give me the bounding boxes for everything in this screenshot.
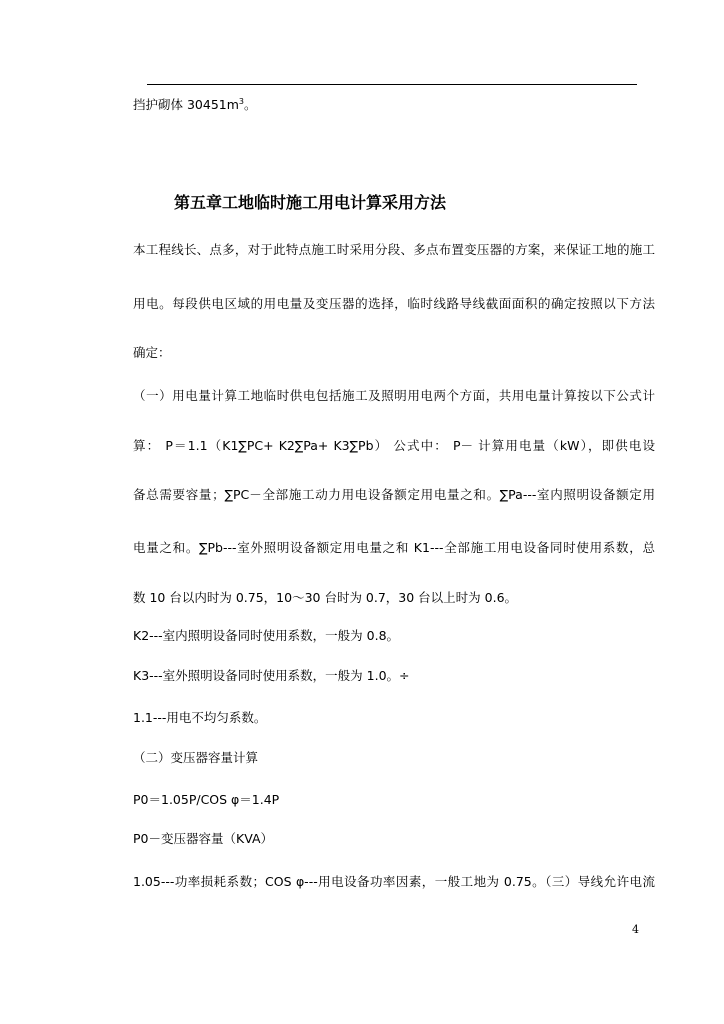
paragraph-line: 数 10 台以内时为 0.75，10～30 台时为 0.7，30 台以上时为 0.6。 (133, 590, 518, 605)
paragraph-line: P0＝1.05P/COS φ＝1.4P (133, 792, 280, 807)
top-note-text: 挡护砌体 30451m (133, 97, 239, 112)
top-note (133, 97, 655, 113)
paragraph-line: 电量之和。∑Pb---室外照明设备额定用电量之和 K1---全部施工用电设备同时使用系数，总 (133, 540, 655, 555)
top-note-superscript: 3 (238, 96, 245, 106)
paragraph-line: K2---室内照明设备同时使用系数，一般为 0.8。 (133, 628, 400, 643)
page-number: 4 (632, 923, 639, 936)
paragraph-line: 确定： (133, 345, 171, 360)
chapter-title: 第五章工地临时施工用电计算采用方法 (174, 193, 447, 212)
paragraph-line: P0－变压器容量（KVA） (133, 831, 273, 846)
header-rule (147, 84, 637, 85)
paragraph-line: K3---室外照明设备同时使用系数，一般为 1.0。÷ (133, 668, 410, 683)
paragraph-line: 备总需要容量；∑PC－全部施工动力用电设备额定用电量之和。∑Pa---室内照明设备额定用 (133, 487, 655, 502)
paragraph-line: 本工程线长、点多，对于此特点施工时采用分段、多点布置变压器的方案，来保证工地的施工 (133, 242, 655, 257)
top-note-suffix: 。 (244, 97, 257, 112)
paragraph-line: （一）用电量计算工地临时供电包括施工及照明用电两个方面，共用电量计算按以下公式计 (133, 388, 655, 403)
paragraph-line: 用电。每段供电区域的用电量及变压器的选择，临时线路导线截面面积的确定按照以下方法 (133, 296, 655, 311)
paragraph-line: 1.1---用电不均匀系数。 (133, 710, 267, 725)
paragraph-line: （二）变压器容量计算 (133, 750, 259, 765)
paragraph-line: 1.05---功率损耗系数；COS φ---用电设备功率因素，一般工地为 0.75。（三）导线允许电流 (133, 874, 655, 889)
paragraph-line: 算： P＝1.1（K1∑PC+ K2∑Pa+ K3∑Pb） 公式中： P－ 计算用电量（kW），即供电设 (133, 438, 655, 453)
